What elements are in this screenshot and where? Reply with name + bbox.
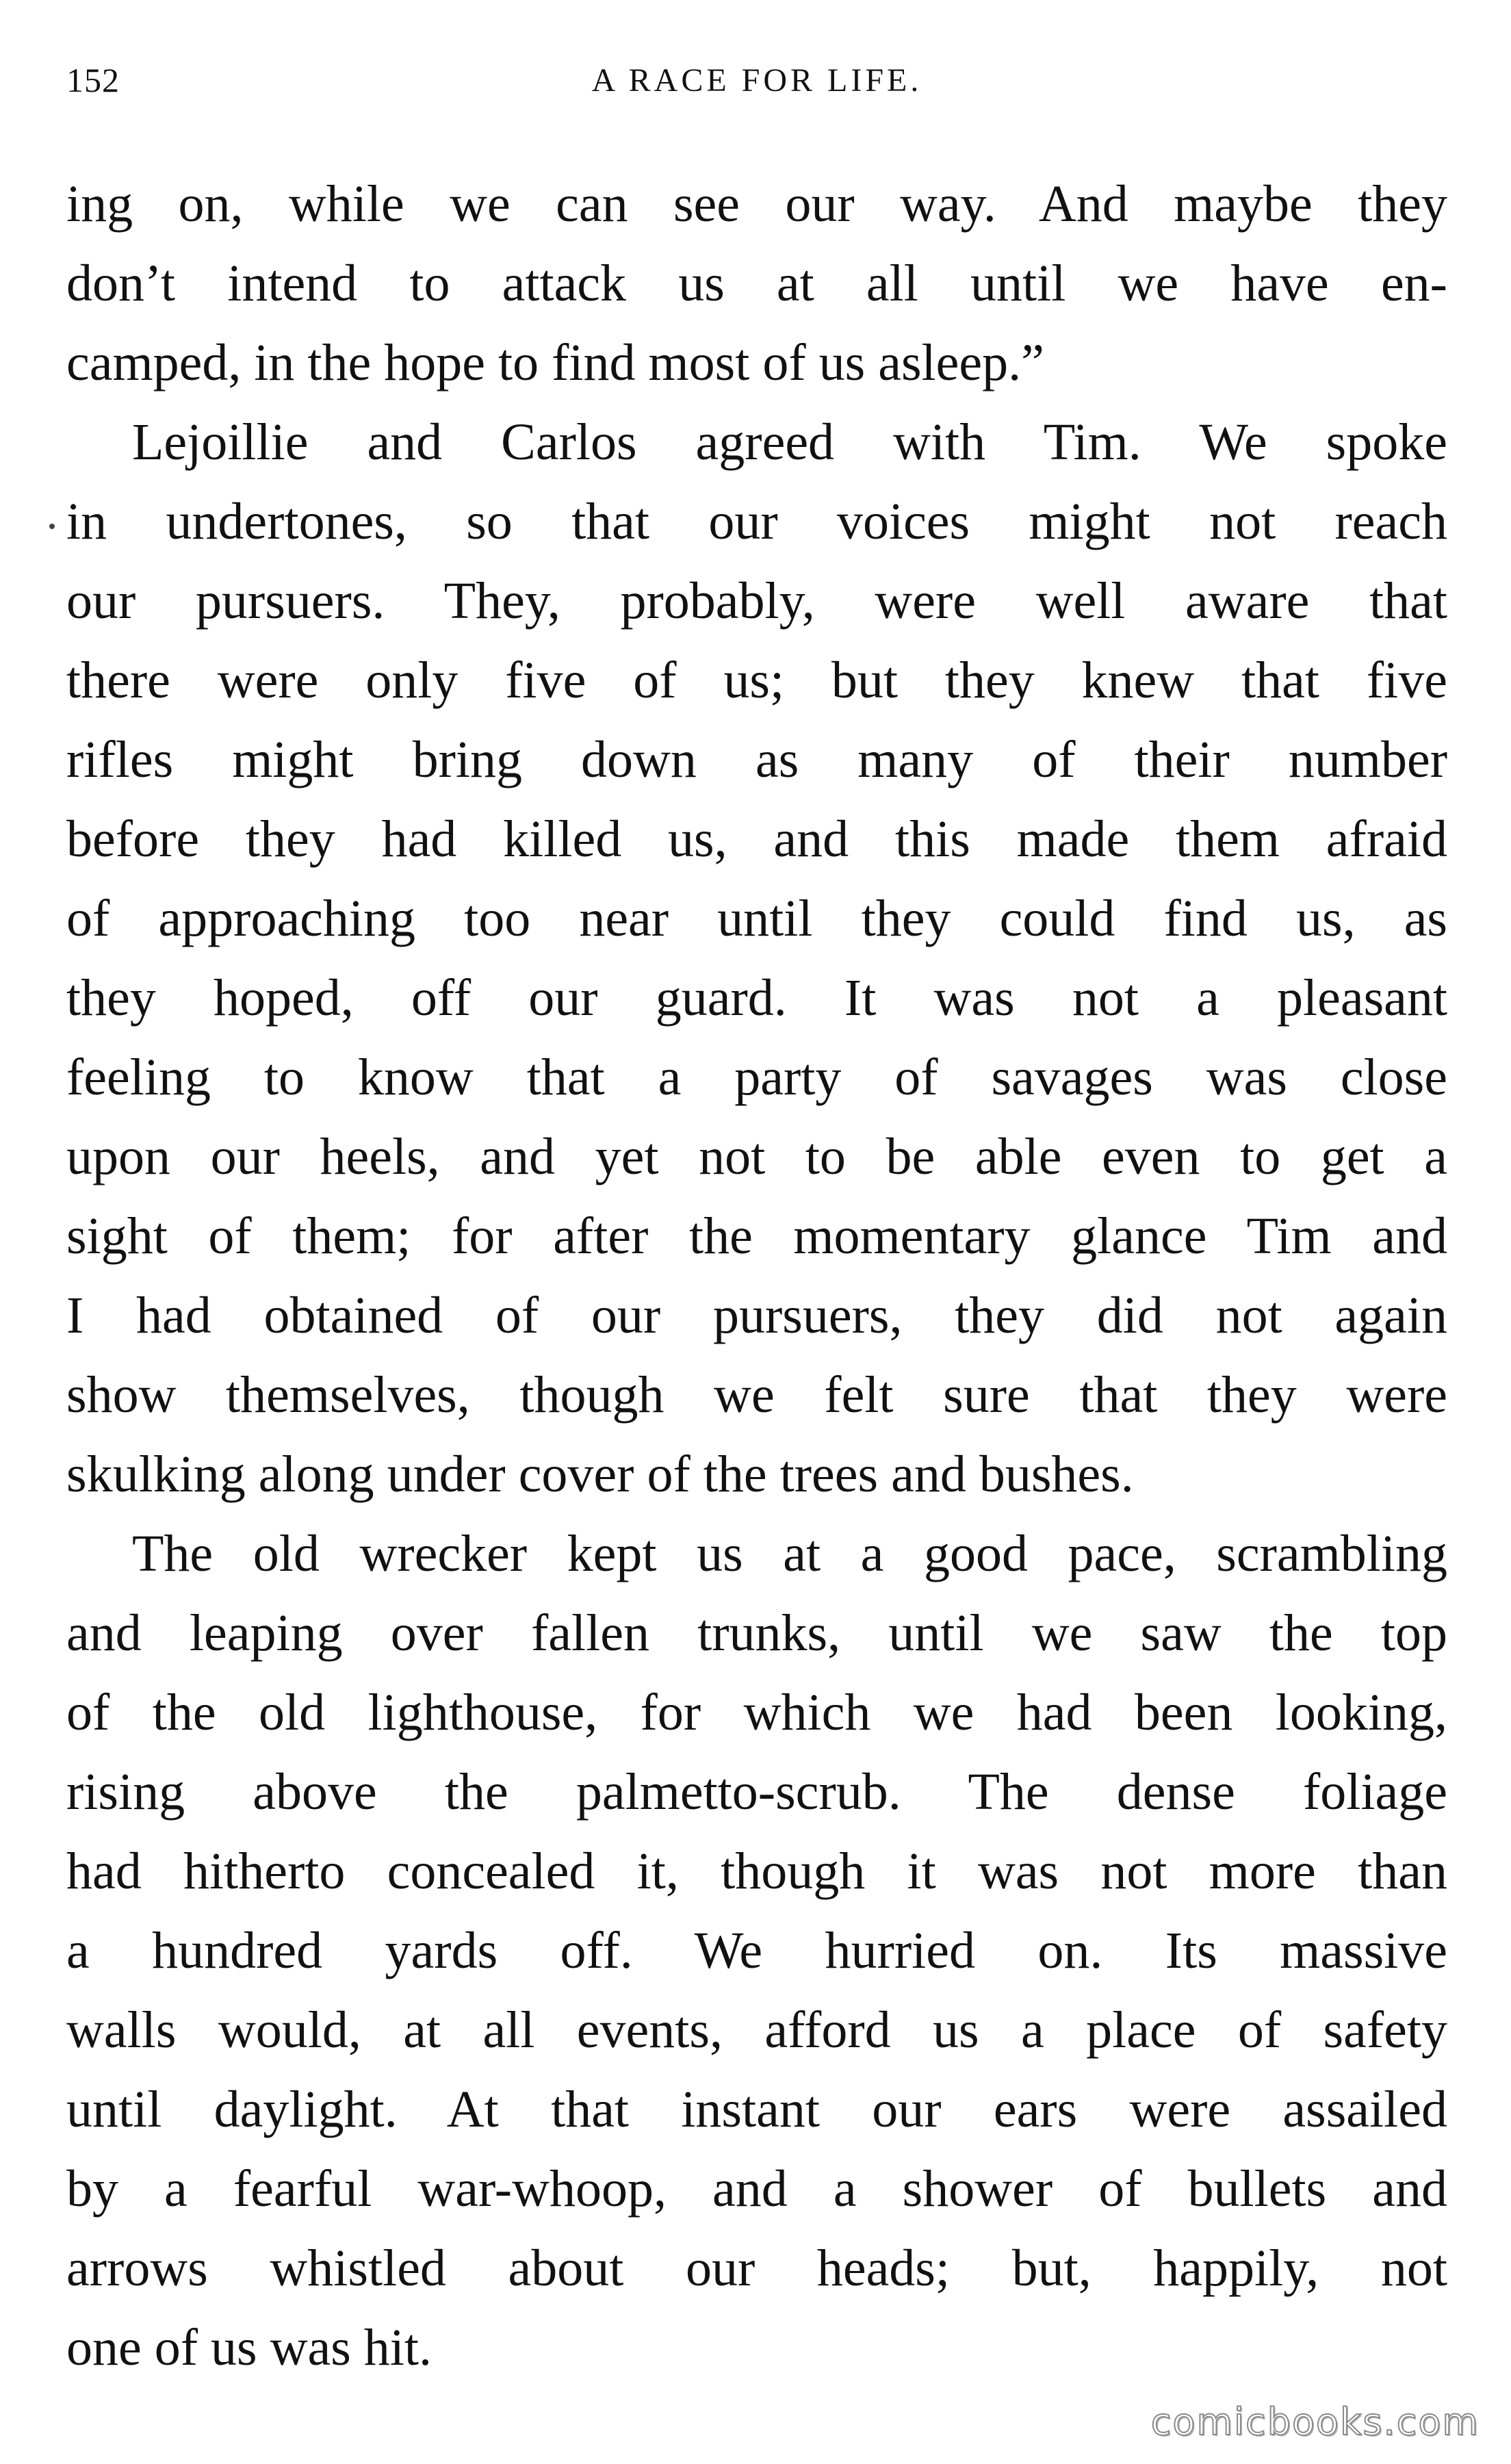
text-line: Lejoillie and Carlos agreed with Tim. We spoke [132, 413, 1447, 471]
text-line: upon our heels, and yet not to be able even to get a [66, 1128, 1447, 1185]
text-line: rifles might bring down as many of their number [66, 731, 1447, 788]
text-line: a hundred yards off. We hurried on. Its massive [66, 1922, 1447, 1979]
text-line: show themselves, though we felt sure that they were [66, 1366, 1447, 1424]
text-line: had hitherto concealed it, though it was not more than [66, 1843, 1447, 1900]
text-line: our pursuers. They, probably, were well aware that [66, 572, 1447, 630]
text-line: in undertones, so that our voices might not reach [66, 493, 1447, 550]
text-line: they hoped, off our guard. It was not a pleasant [66, 969, 1447, 1027]
text-line: feeling to know that a party of savages was close [66, 1049, 1447, 1106]
text-line: don’t intend to attack us at all until we have en- [66, 255, 1447, 312]
text-line: of the old lighthouse, for which we had been looking, [66, 1684, 1447, 1741]
text-line: one of us was hit. [66, 2319, 432, 2376]
text-line: camped, in the hope to find most of us asleep.” [66, 334, 1044, 392]
running-head: A RACE FOR LIFE. [591, 62, 922, 99]
text-line: until daylight. At that instant our ears were assailed [66, 2081, 1447, 2138]
page-number: 152 [66, 61, 120, 99]
text-line: sight of them; for after the momentary glance Tim and [66, 1207, 1447, 1265]
page-header [66, 60, 1447, 115]
text-line: arrows whistled about our heads; but, happily, not [66, 2240, 1447, 2297]
margin-mark [49, 524, 55, 529]
text-line: walls would, at all events, afford us a place of safety [66, 2001, 1447, 2059]
text-line: The old wrecker kept us at a good pace, scrambling [132, 1525, 1447, 1582]
text-line: before they had killed us, and this made them afraid [66, 810, 1447, 868]
text-line: of approaching too near until they could find us, as [66, 890, 1447, 947]
text-line: I had obtained of our pursuers, they did not again [66, 1287, 1447, 1344]
body-text [66, 164, 1447, 2387]
text-line: by a fearful war-whoop, and a shower of bullets and [66, 2160, 1447, 2218]
text-line: and leaping over fallen trunks, until we saw the top [66, 1604, 1447, 1662]
text-line: skulking along under cover of the trees and bushes. [66, 1446, 1134, 1503]
text-line: rising above the palmetto-scrub. The dense foliage [66, 1763, 1447, 1821]
watermark: comicbooks.com [1150, 2400, 1480, 2443]
text-line: there were only five of us; but they knew that five [66, 652, 1447, 709]
text-line: ing on, while we can see our way. And maybe they [66, 175, 1447, 233]
